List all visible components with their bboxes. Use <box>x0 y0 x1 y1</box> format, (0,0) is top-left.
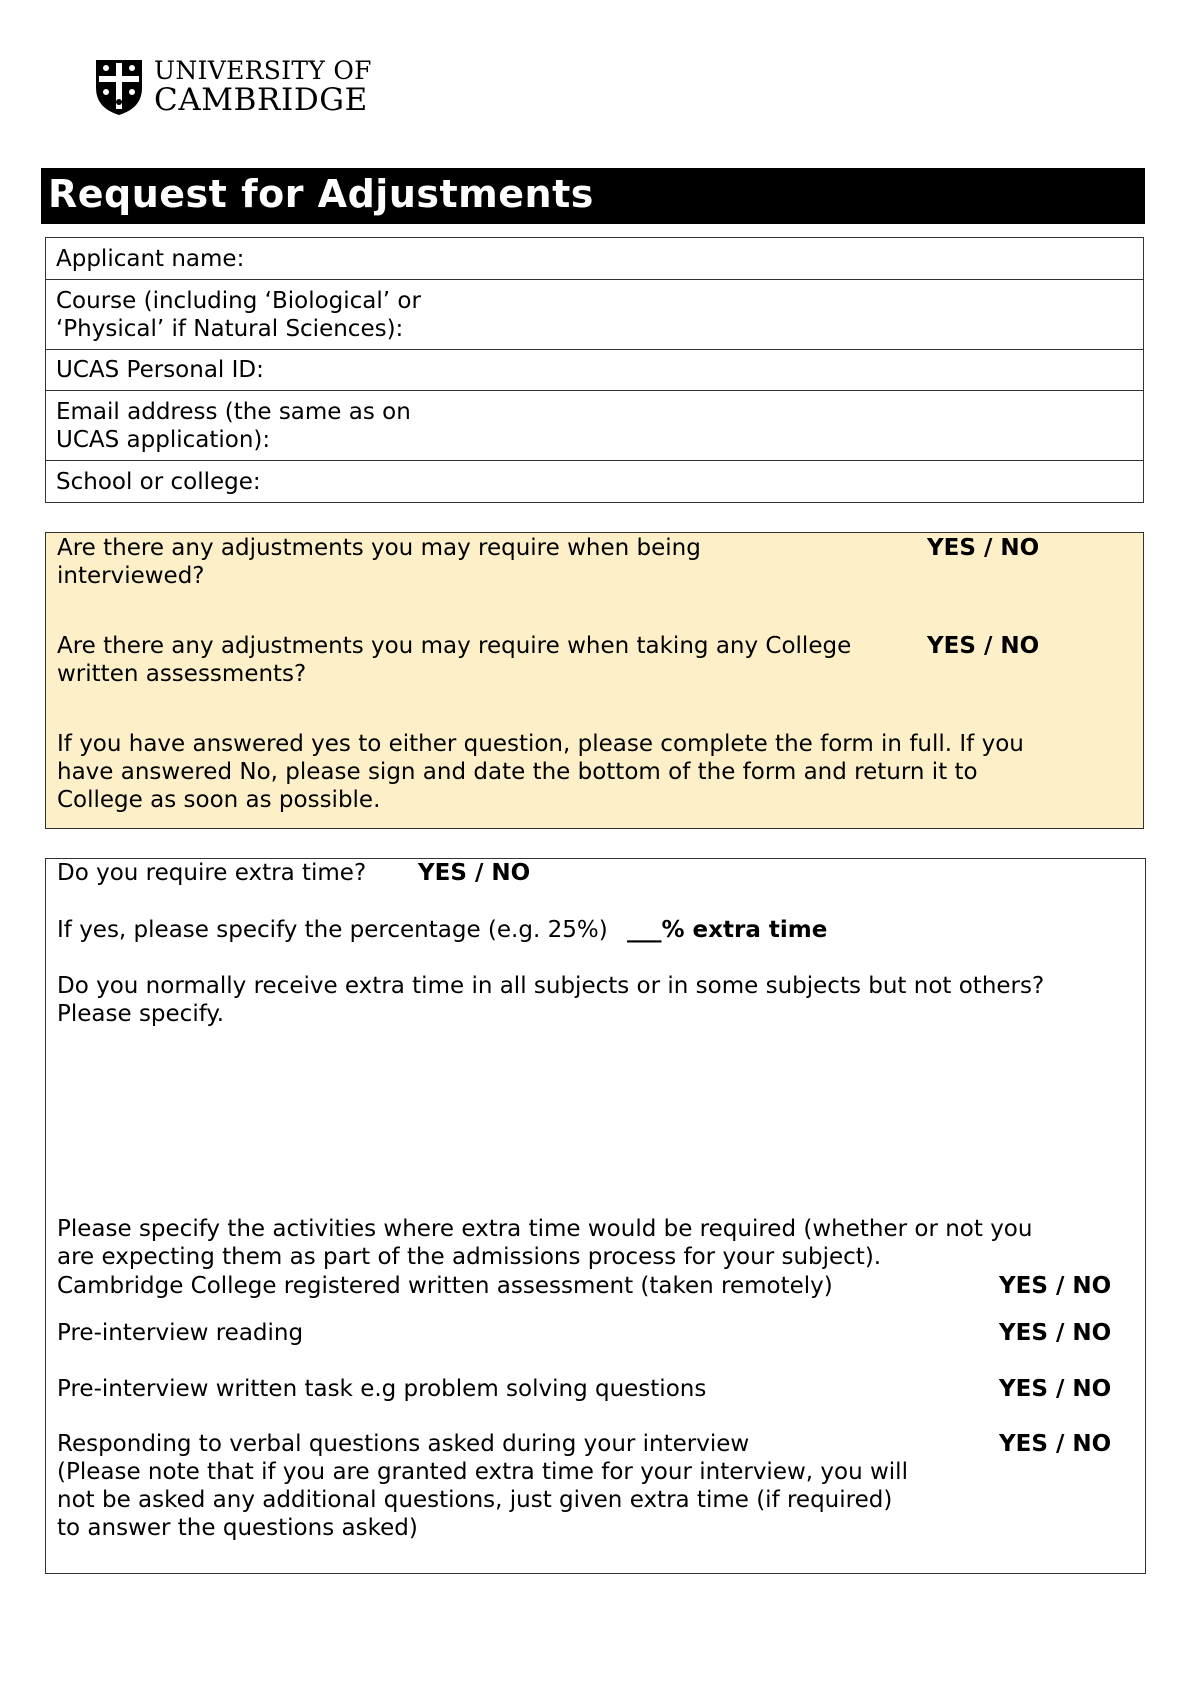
subjects-answer-area[interactable] <box>57 1034 1127 1204</box>
school-row[interactable] <box>46 461 1144 503</box>
email-label: Email address (the same as on UCAS application): <box>46 391 1144 461</box>
activity-pre-interview-reading-yes-no[interactable]: YES / NO <box>999 1320 1112 1346</box>
extra-time-question: Do you require extra time? <box>57 860 367 886</box>
extra-time-percentage-line <box>57 916 827 944</box>
applicant-name-row[interactable] <box>46 238 1144 280</box>
verbal-questions-note-line: to answer the questions asked) <box>57 1515 418 1541</box>
activity-verbal-questions-label: Responding to verbal questions asked during your interview (Please note that if you are granted extra time for your interview, you will not be asked any additional questions, just given extra time (if required) to answer the questions asked) <box>57 1431 908 1541</box>
percentage-label: If yes, please specify the percentage (e.g. 25%) <box>57 917 608 943</box>
ucas-id-row[interactable] <box>46 350 1144 391</box>
school-label: School or college: <box>46 461 1144 503</box>
cambridge-crest-icon <box>94 58 144 116</box>
activity-written-assessment-label: Cambridge College registered written assessment (taken remotely) <box>57 1273 833 1299</box>
interview-adjustments-yes-no[interactable]: YES / NO <box>927 535 1040 561</box>
activities-instructions: Please specify the activities where extra time would be required (whether or not you are expecting them as part of the admissions process for your subject). <box>57 1216 1033 1270</box>
activity-written-task-label: Pre-interview written task e.g problem solving questions <box>57 1376 707 1402</box>
completion-instructions: If you have answered yes to either question, please complete the form in full. If you have answered No, please sign and date the bottom of the form and return it to College as soon as possible. <box>57 731 1024 813</box>
activity-verbal-questions-yes-no[interactable]: YES / NO <box>999 1431 1112 1457</box>
logo-line-1: UNIVERSITY OF <box>154 56 372 85</box>
percentage-blank[interactable]: ___ <box>627 917 662 943</box>
subjects-question: Do you normally receive extra time in all subjects or in some subjects but not others? Please specify. <box>57 973 1045 1027</box>
activity-pre-interview-reading-label: Pre-interview reading <box>57 1320 304 1346</box>
logo-line-2: CAMBRIDGE <box>154 82 368 118</box>
page-title: Request for Adjustments <box>41 168 1145 224</box>
verbal-questions-note-line: not be asked any additional questions, just given extra time (if required) <box>57 1487 893 1513</box>
percentage-suffix: % extra time <box>661 917 828 943</box>
applicant-details-table <box>45 237 1144 503</box>
applicant-name-label: Applicant name: <box>46 238 1144 280</box>
assessment-adjustments-yes-no[interactable]: YES / NO <box>927 633 1040 659</box>
course-label: Course (including ‘Biological’ or ‘Physical’ if Natural Sciences): <box>46 280 1144 350</box>
extra-time-box <box>45 858 1146 1574</box>
interview-adjustments-question: Are there any adjustments you may require when being interviewed? <box>57 535 701 589</box>
assessment-adjustments-question: Are there any adjustments you may require when taking any College written assessments? <box>57 633 852 687</box>
university-logo <box>94 58 394 122</box>
activity-written-assessment-yes-no[interactable]: YES / NO <box>999 1273 1112 1299</box>
adjustments-questions-box <box>45 532 1144 829</box>
email-row[interactable] <box>46 391 1144 461</box>
verbal-questions-note-line: (Please note that if you are granted extra time for your interview, you will <box>57 1459 908 1485</box>
ucas-id-label: UCAS Personal ID: <box>46 350 1144 391</box>
course-row[interactable] <box>46 280 1144 350</box>
activity-written-task-yes-no[interactable]: YES / NO <box>999 1376 1112 1402</box>
extra-time-yes-no[interactable]: YES / NO <box>418 860 531 886</box>
